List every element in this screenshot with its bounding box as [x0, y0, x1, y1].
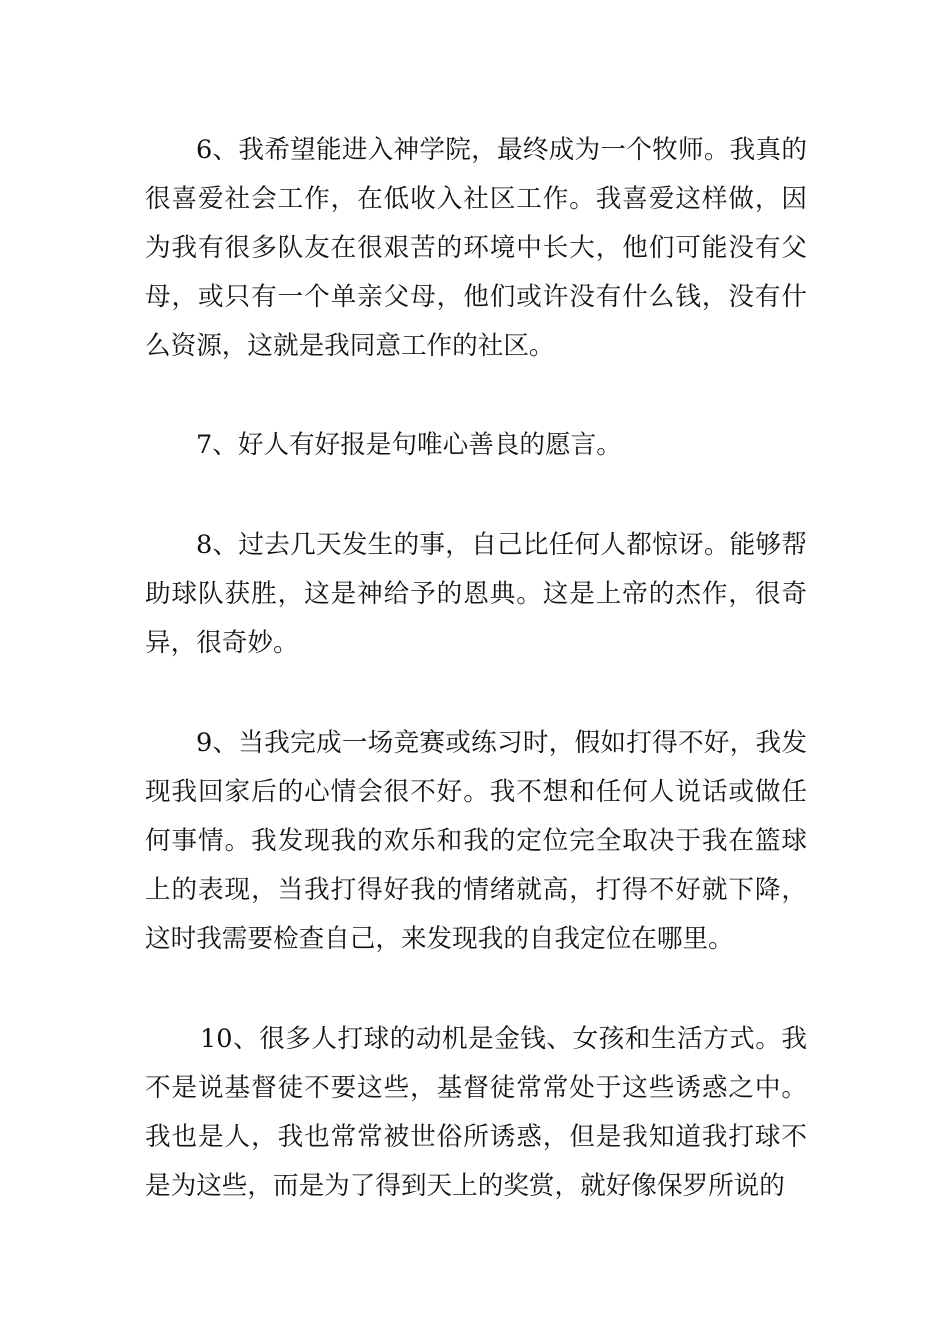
- paragraph-10: 10、很多人打球的动机是金钱、女孩和生活方式。我不是说基督徒不要这些，基督徒常常处于这些诱惑之中。我也是人，我也常常被世俗所诱惑，但是我知道我打球不是为这些，而是为了得到天上的奖赏，就好像保罗所说的: [145, 1024, 807, 1201]
- paragraph-8: 8、过去几天发生的事，自己比任何人都惊讶。能够帮助球队获胜，这是神给予的恩典。这是上帝的杰作，很奇异，很奇妙。: [145, 530, 807, 658]
- paragraph-7: 7、好人有好报是句唯心善良的愿言。: [196, 430, 622, 460]
- paragraph-6: 6、我希望能进入神学院，最终成为一个牧师。我真的很喜爱社会工作，在低收入社区工作。我喜爱这样做，因为我有很多队友在很艰苦的环境中长大，他们可能没有父母，或只有一个单亲父母，他们或许没有什么钱，没有什么资源，这就是我同意工作的社区。: [145, 135, 807, 361]
- paragraph-9: 9、当我完成一场竞赛或练习时，假如打得不好，我发现我回家后的心情会很不好。我不想和任何人说话或做任何事情。我发现我的欢乐和我的定位完全取决于我在篮球上的表现，当我打得好我的情绪就高，打得不好就下降，这时我需要检查自己，来发现我的自我定位在哪里。: [145, 728, 807, 954]
